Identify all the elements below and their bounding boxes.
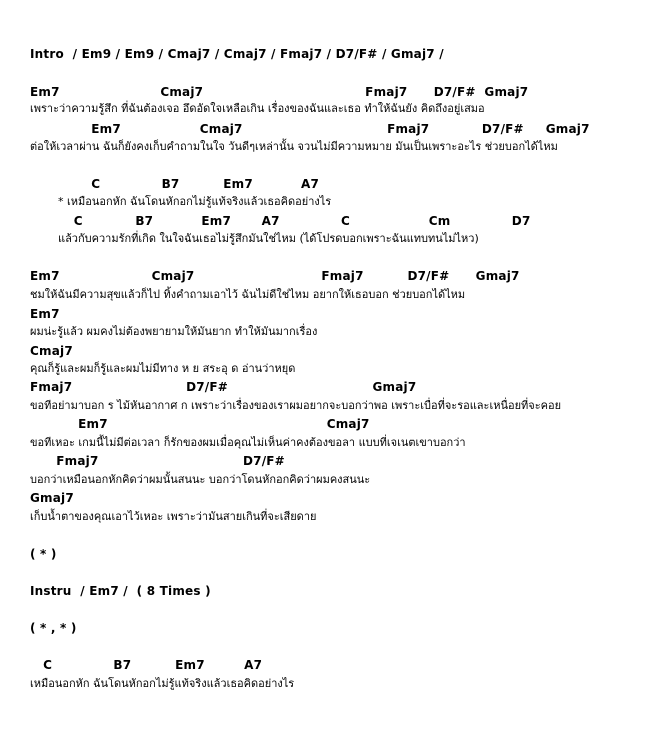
chord-line: C B7 Em7 A7: [30, 658, 263, 672]
chord-line: Fmaj7 D7/F#: [30, 454, 285, 468]
lyric-line: ต่อให้เวลาผ่าน ฉันก็ยังคงเก็บคำถามในใจ วันดีๆเหล่านั้น จวนไม่มีความหมาย มันเป็นเพราะอะไร ช่วยบอกได้ไหม: [30, 140, 558, 153]
intro-line: Intro / Em9 / Em9 / Cmaj7 / Cmaj7 / Fmaj7 / D7/F# / Gmaj7 /: [30, 47, 444, 61]
chord-line: C B7 Em7 A7: [30, 177, 320, 191]
chord-line: Em7 Cmaj7 Fmaj7 D7/F# Gmaj7: [30, 85, 529, 99]
chord-line: Em7: [30, 307, 60, 321]
repeat-marker: ( * ): [30, 547, 57, 561]
chord-line: Cmaj7: [30, 344, 73, 358]
lyric-line: ขอทีเหอะ เกมนี้ไม่มีต่อเวลา ก็รักของผมเมื่อคุณไม่เห็นค่าคงต้องขอลา แบบที่เจเนตเขาบอกว่า: [30, 436, 466, 449]
chord-line: Em7 Cmaj7: [30, 417, 370, 431]
repeat-marker: ( * , * ): [30, 621, 77, 635]
lyric-line: ผมน่ะรู้แล้ว ผมคงไม่ต้องพยายามให้มันยาก ทำให้มันมากเรื่อง: [30, 325, 318, 338]
chord-line: Fmaj7 D7/F# Gmaj7: [30, 380, 417, 394]
lyric-line: บอกว่าเหมือนอกหักคิดว่าผมนั้นสนนะ บอกว่าโดนหักอกคิดว่าผมคงสนนะ: [30, 473, 371, 486]
lyric-line: ขอทีอย่ามาบอก ร ไม้หันอากาศ ก เพราะว่าเรื่องของเราผมอยากจะบอกว่าพอ เพราะเบื่อที่จะรอและเหนื่อยที่จะคอย: [30, 399, 562, 412]
instru-line: Instru / Em7 / ( 8 Times ): [30, 584, 211, 598]
chord-line: C B7 Em7 A7 C Cm D7: [30, 214, 531, 228]
lyric-line: * เหมือนอกหัก ฉันโดนหักอกไม่รู้แท้จริงแล้วเธอคิดอย่างไร: [30, 195, 332, 208]
lyric-line: เพราะว่าความรู้สึก ที่ฉันต้องเจอ อึดอัดใจเหลือเกิน เรื่องของฉันและเธอ ทำให้ฉันยัง คิดถึงอยู่เสมอ: [30, 102, 485, 115]
lyric-line: เหมือนอกหัก ฉันโดนหักอกไม่รู้แท้จริงแล้วเธอคิดอย่างไร: [30, 677, 295, 690]
chord-line: Em7 Cmaj7 Fmaj7 D7/F# Gmaj7: [30, 122, 590, 136]
lyric-line: แล้วกับความรักที่เกิด ในใจฉันเธอไม่รู้สึกมันใช่ไหม (ได้โปรดบอกเพราะฉันแทบทนไม่ไหว): [30, 232, 479, 245]
lyric-line: ชมให้ฉันมีความสุขแล้วก็ไป ทิ้งคำถามเอาไว้ ฉันไม่ดีใช่ไหม อยากให้เธอบอก ช่วยบอกได้ไหม: [30, 288, 466, 301]
chord-line: Gmaj7: [30, 491, 74, 505]
lyric-line: เก็บน้ำตาของคุณเอาไว้เหอะ เพราะว่ามันสายเกินที่จะเสียดาย: [30, 510, 317, 523]
chord-line: Em7 Cmaj7 Fmaj7 D7/F# Gmaj7: [30, 269, 520, 283]
lyric-line: คุณก็รู้และผมก็รู้และผมไม่มีทาง ห ย สระอุ ด อ่านว่าหยุด: [30, 362, 296, 375]
